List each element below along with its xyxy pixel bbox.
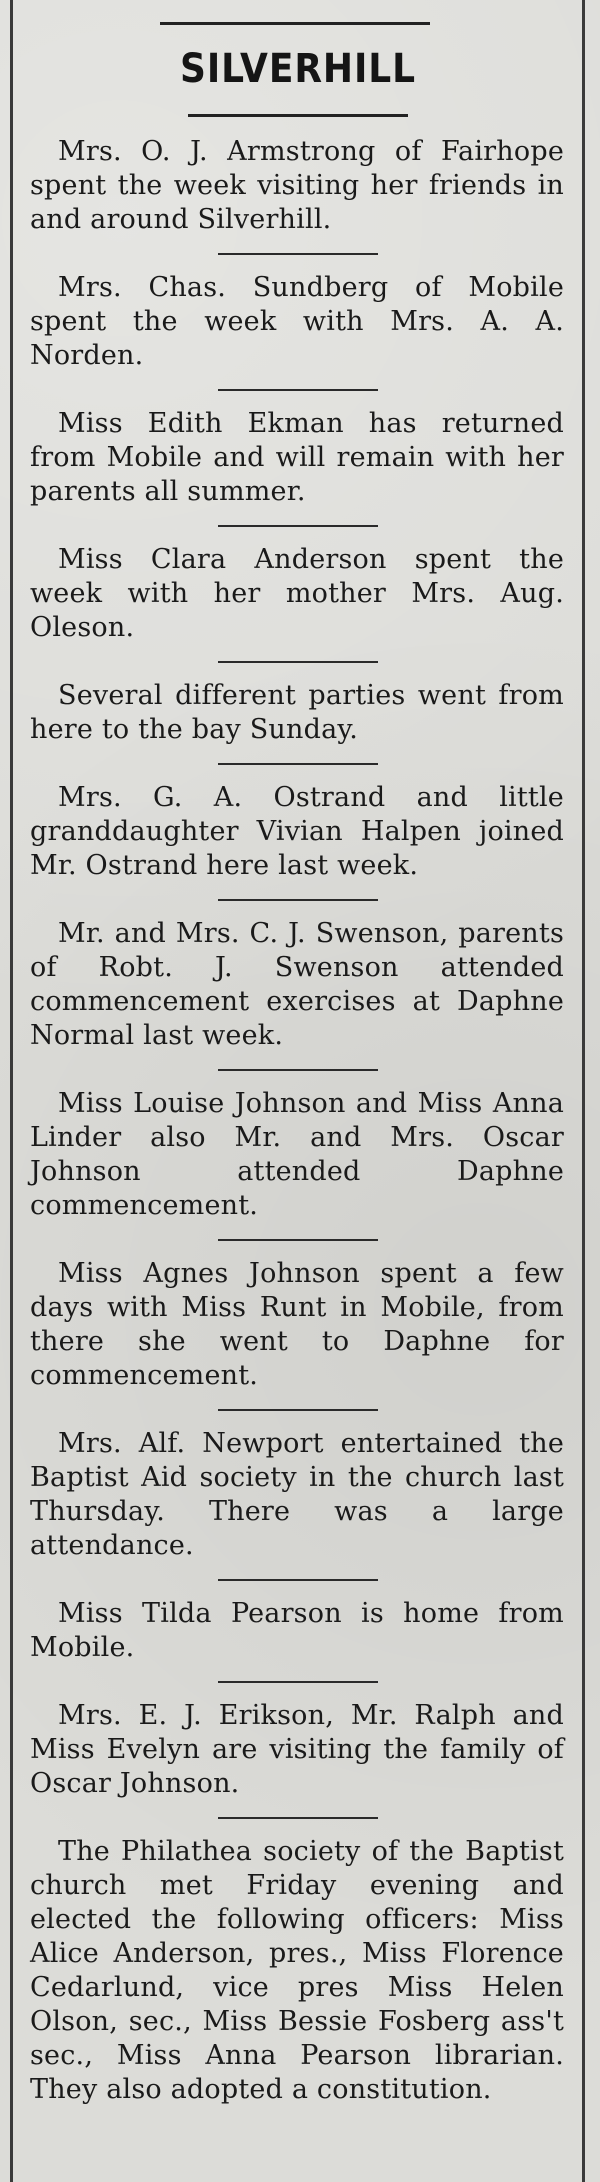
item-separator [218,899,378,901]
item-separator [218,1579,378,1581]
news-item-text: Mrs. E. J. Erikson, Mr. Ralph and Miss Evelyn are visiting the family of Oscar Johnson. [30,1700,564,1799]
news-item-text: Miss Agnes Johnson spent a few days with Miss Runt in Mobile, from there she went to Daphne for commencement. [30,1258,564,1391]
item-separator [218,525,378,527]
news-item [28,1835,568,2107]
news-item [28,781,568,883]
news-item [28,1597,568,1665]
item-separator [218,661,378,663]
item-separator [218,1069,378,1071]
news-item-text: Mrs. O. J. Armstrong of Fairhope spent the week visiting her friends in and around Silverhill. [30,136,564,235]
item-separator [218,1681,378,1683]
news-item [28,1087,568,1223]
news-item-text: Mrs. Chas. Sundberg of Mobile spent the week with Mrs. A. A. Norden. [30,272,564,371]
item-separator [218,763,378,765]
item-separator [218,1409,378,1411]
news-item-text: Several different parties went from here to the bay Sunday. [30,680,564,745]
section-title: SILVERHILL [180,46,416,92]
title-rule [188,114,408,117]
news-item [28,679,568,747]
news-item [28,1257,568,1393]
column-rule-left [10,0,13,2182]
news-item-text: Miss Louise Johnson and Miss Anna Linder also Mr. and Mrs. Oscar Johnson attended Daphne commencement. [30,1088,564,1221]
news-item-text: Miss Edith Ekman has returned from Mobile and will remain with her parents all summer. [30,408,564,507]
top-rule [160,22,430,25]
item-separator [218,1817,378,1819]
news-item-text: Mrs. Alf. Newport entertained the Baptist Aid society in the church last Thursday. There was a large attendance. [30,1428,564,1561]
item-separator [218,1239,378,1241]
news-column [28,40,568,2107]
news-item-text: Mr. and Mrs. C. J. Swenson, parents of Robt. J. Swenson attended commencement exercises at Daphne Normal last week. [30,918,564,1051]
news-item [28,407,568,509]
item-separator [218,253,378,255]
news-item [28,135,568,237]
column-rule-right [582,0,585,2182]
item-separator [218,389,378,391]
news-item [28,543,568,645]
news-item-text: Miss Tilda Pearson is home from Mobile. [30,1598,564,1663]
news-item [28,1699,568,1801]
news-item [28,917,568,1053]
news-item-text: Miss Clara Anderson spent the week with her mother Mrs. Aug. Oleson. [30,544,564,643]
news-item [28,271,568,373]
news-item-text: The Philathea society of the Baptist church met Friday evening and elected the following officers: Miss Alice Anderson, pres., Miss Florence Cedarlund, vice pres Miss Helen Olson, sec., Miss Bessie Fosberg ass't sec., Miss Anna Pearson librarian. They also adopted a constitution. [30,1836,564,2105]
news-item [28,1427,568,1563]
news-item-text: Mrs. G. A. Ostrand and little granddaughter Vivian Halpen joined Mr. Ostrand here last week. [30,782,564,881]
